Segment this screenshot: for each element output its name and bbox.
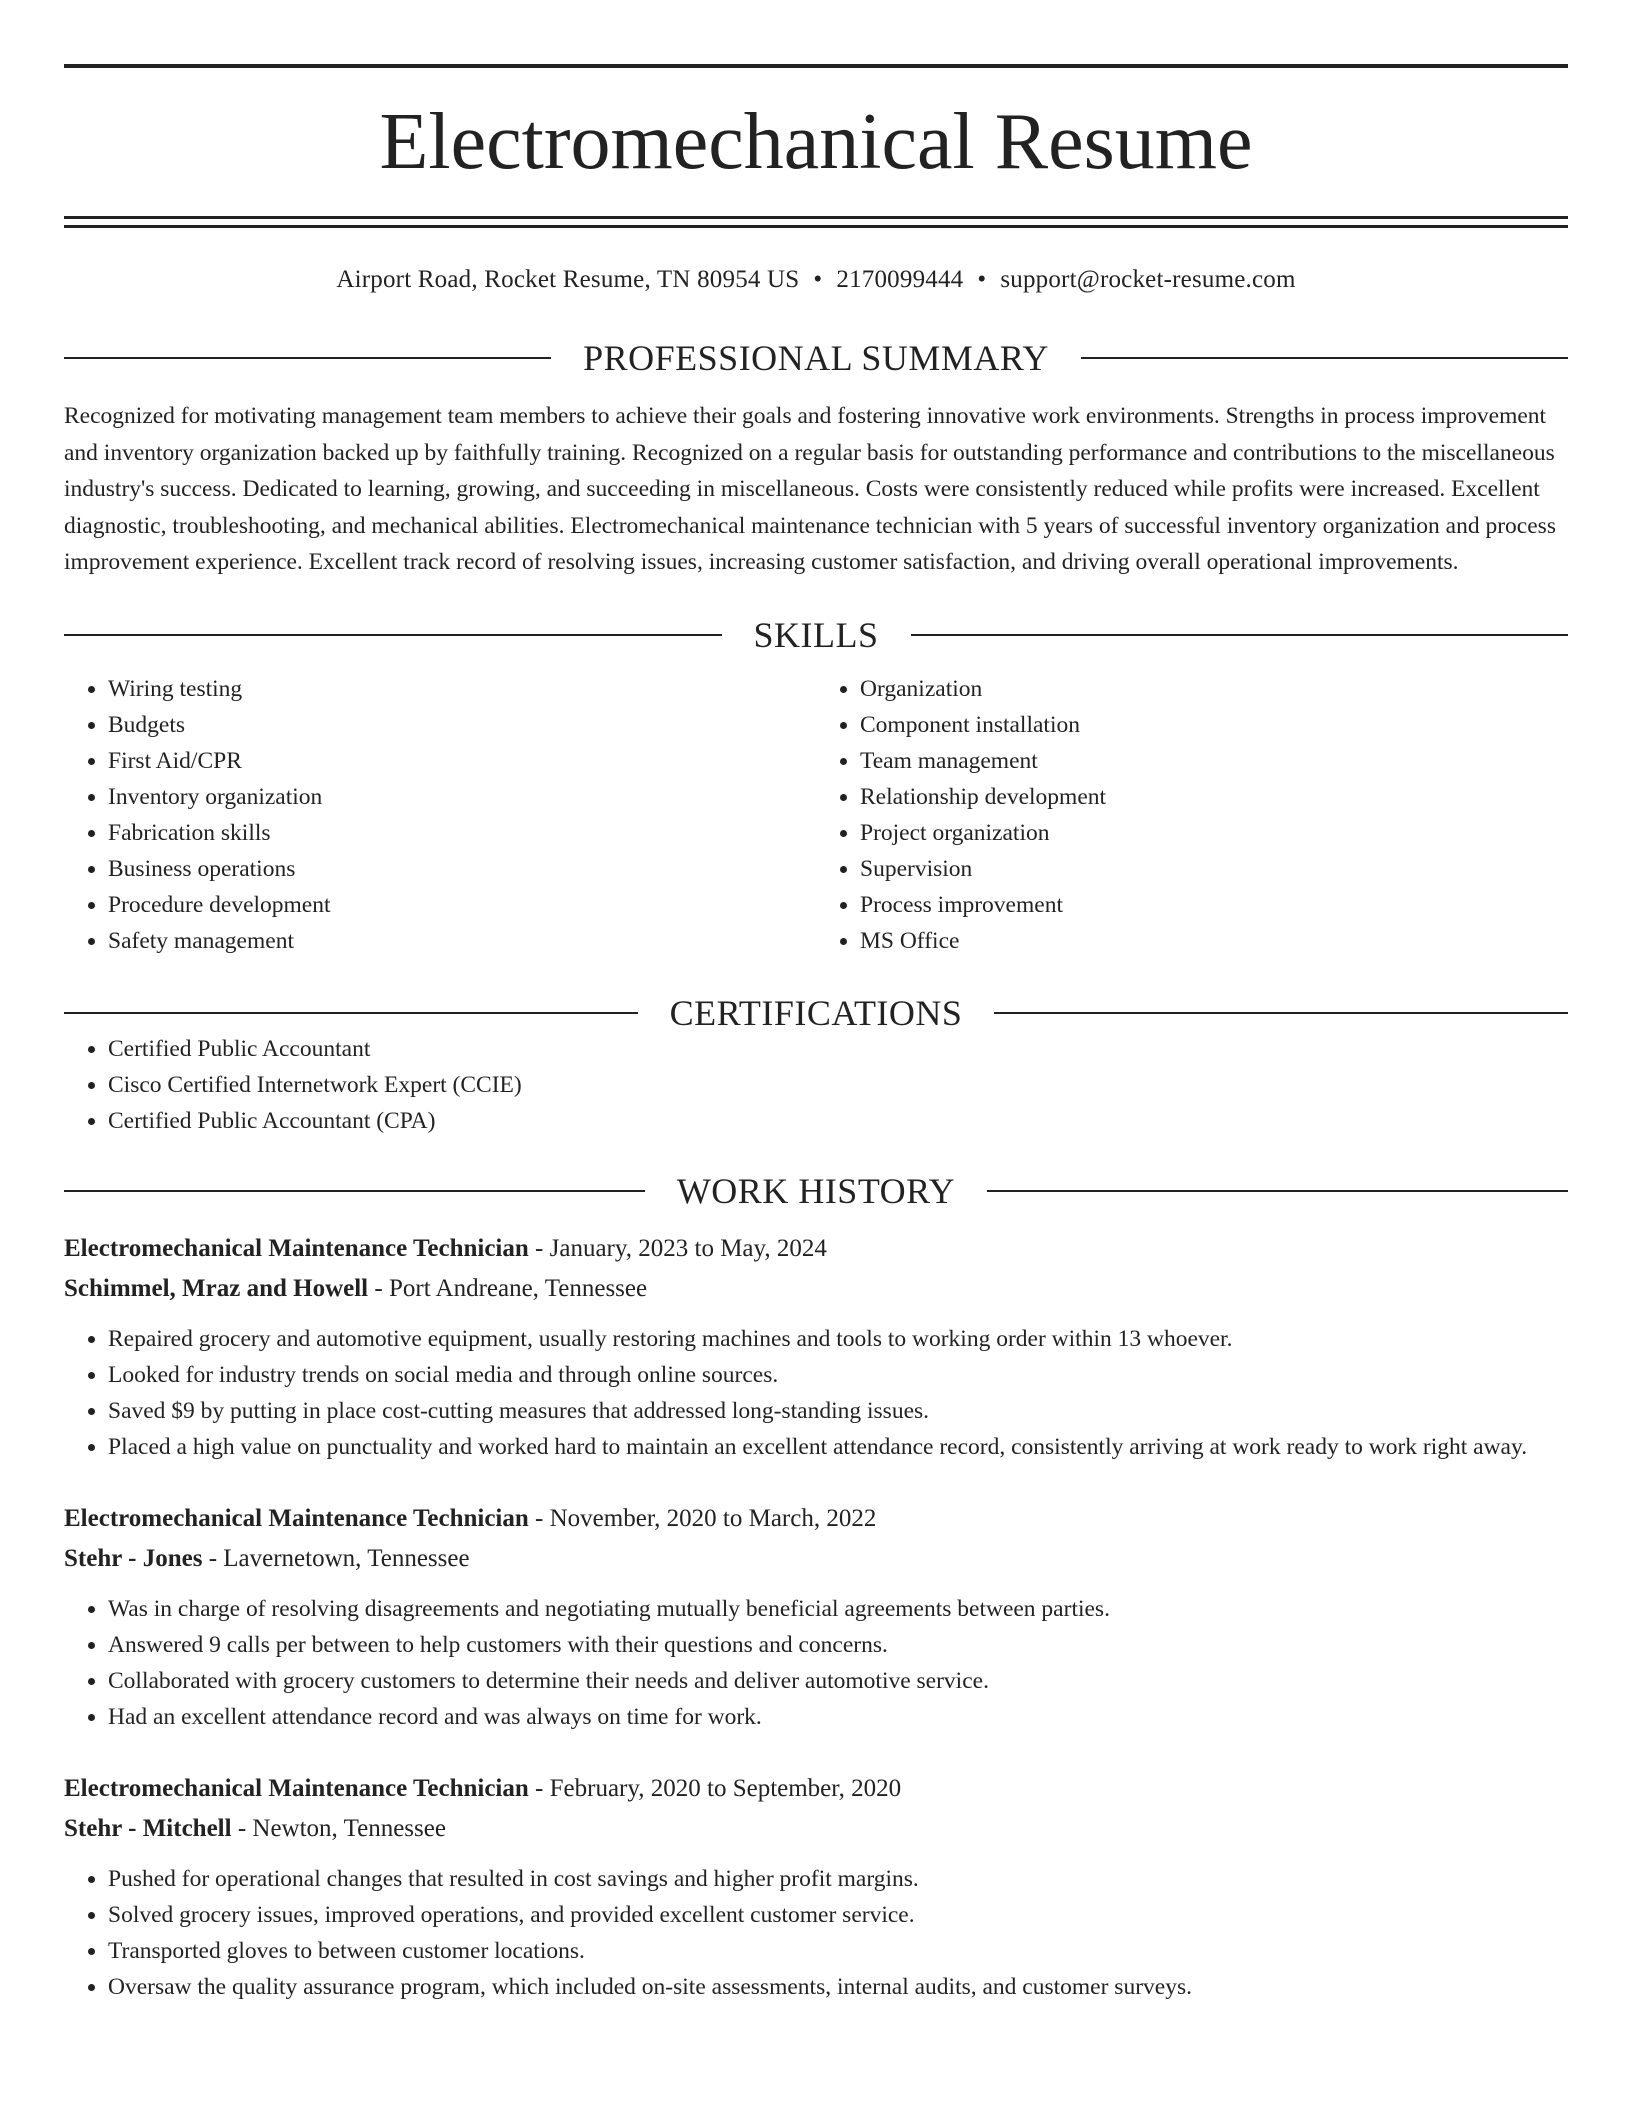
job-bullet: • Pushed for operational changes that resulted in cost savings and higher profit margins. <box>108 1861 1568 1897</box>
summary-heading: PROFESSIONAL SUMMARY <box>583 338 1049 378</box>
job-location: - Port Andreane, Tennessee <box>368 1274 648 1302</box>
skill-item: • Process improvement <box>860 887 1568 923</box>
contact-email: support@rocket-resume.com <box>1000 266 1296 293</box>
job-dates: - February, 2020 to September, 2020 <box>528 1774 902 1802</box>
skills-list-right <box>816 671 1568 959</box>
job-title: Electromechanical Maintenance Technician <box>64 1234 529 1262</box>
skill-item: • Wiring testing <box>108 671 816 707</box>
job-company-line <box>64 1539 1568 1579</box>
skills-list-left <box>64 671 816 959</box>
contact-phone: 2170099444 <box>836 266 964 293</box>
skills-grid <box>64 671 1568 959</box>
resume-page <box>64 64 1568 2005</box>
job-bullets <box>64 1321 1568 1465</box>
job-title-line <box>64 1499 1568 1539</box>
contact-separator: • <box>813 266 823 293</box>
skills-heading: SKILLS <box>753 614 879 655</box>
job-bullet: • Oversaw the quality assurance program, which included on-site assessments, internal audits, and customer surveys. <box>108 1969 1568 2005</box>
skill-item: • Supervision <box>860 851 1568 887</box>
job-title: Electromechanical Maintenance Technician <box>64 1774 529 1802</box>
skill-item: • Safety management <box>108 923 816 959</box>
job-location: - Lavernetown, Tennessee <box>202 1544 470 1572</box>
job-location: - Newton, Tennessee <box>231 1814 446 1842</box>
section-rule-left <box>64 357 551 359</box>
job-bullet: • Saved $9 by putting in place cost-cutting measures that addressed long-standing issues. <box>108 1393 1568 1429</box>
skill-item: • First Aid/CPR <box>108 743 816 779</box>
job-bullet: • Answered 9 calls per between to help customers with their questions and concerns. <box>108 1627 1568 1663</box>
skill-item: • Relationship development <box>860 779 1568 815</box>
job-bullet: • Repaired grocery and automotive equipment, usually restoring machines and tools to working order within 13 whoever. <box>108 1321 1568 1357</box>
job-dates: - January, 2023 to May, 2024 <box>528 1234 827 1262</box>
job-title-line <box>64 1229 1568 1269</box>
summary-section-header <box>64 340 1568 376</box>
job-entry <box>64 1229 1568 1465</box>
section-rule-left <box>64 634 722 636</box>
job-bullet: • Collaborated with grocery customers to determine their needs and deliver automotive service. <box>108 1663 1568 1699</box>
resume-title: Electromechanical Resume <box>379 98 1253 186</box>
job-bullet: • Was in charge of resolving disagreements and negotiating mutually beneficial agreements between parties. <box>108 1591 1568 1627</box>
section-rule-left <box>64 1012 638 1014</box>
job-bullet: • Transported gloves to between customer locations. <box>108 1933 1568 1969</box>
section-rule-left <box>64 1190 645 1192</box>
certification-item: • Cisco Certified Internetwork Expert (CCIE) <box>108 1067 1568 1103</box>
certifications-section-header <box>64 992 1568 1033</box>
job-dates: - November, 2020 to March, 2022 <box>528 1504 877 1532</box>
professional-summary-text: Recognized for motivating management team members to achieve their goals and fostering innovative work environments. Strengths in process improvement and inventory organization backed up by faithfully training. Recognized on a regular basis for outstanding performance and contributions to the miscellaneous industry's success. Dedicated to learning, growing, and succeeding in miscellaneous. Costs were consistently reduced while profits were increased. Excellent diagnostic, troubleshooting, and mechanical abilities. Electromechanical maintenance technician with 5 years of successful inventory organization and process improvement experience. Excellent track record of resolving issues, increasing customer satisfaction, and driving overall operational improvements. <box>64 403 1556 575</box>
skill-item: • Fabrication skills <box>108 815 816 851</box>
work-history-heading: WORK HISTORY <box>676 1170 956 1211</box>
skill-item: • Procedure development <box>108 887 816 923</box>
job-entry <box>64 1769 1568 2005</box>
section-rule-right <box>994 1012 1568 1014</box>
skill-item: • MS Office <box>860 923 1568 959</box>
section-rule-right <box>987 1190 1568 1192</box>
job-bullet: • Placed a high value on punctuality and worked hard to maintain an excellent attendance record, consistently arriving at work ready to work right away. <box>108 1429 1568 1465</box>
job-company: Stehr - Jones <box>64 1544 203 1572</box>
skill-item: • Component installation <box>860 707 1568 743</box>
title-double-rule <box>64 216 1568 228</box>
section-rule-right <box>911 634 1569 636</box>
skill-item: • Organization <box>860 671 1568 707</box>
job-company: Schimmel, Mraz and Howell <box>64 1274 369 1302</box>
job-title-line <box>64 1769 1568 1809</box>
contact-line <box>64 266 1568 294</box>
skill-item: • Team management <box>860 743 1568 779</box>
work-history-section-header <box>64 1170 1568 1211</box>
job-company: Stehr - Mitchell <box>64 1814 232 1842</box>
skill-item: • Budgets <box>108 707 816 743</box>
skills-section-header <box>64 614 1568 655</box>
certification-item: • Certified Public Accountant <box>108 1031 1568 1067</box>
job-bullet: • Solved grocery issues, improved operations, and provided excellent customer service. <box>108 1897 1568 1933</box>
contact-address: Airport Road, Rocket Resume, TN 80954 US <box>336 266 800 293</box>
job-bullets <box>64 1861 1568 2005</box>
job-bullet: • Had an excellent attendance record and was always on time for work. <box>108 1699 1568 1735</box>
job-entry <box>64 1499 1568 1735</box>
certification-item: • Certified Public Accountant (CPA) <box>108 1103 1568 1139</box>
certifications-heading: CERTIFICATIONS <box>669 992 963 1033</box>
job-company-line <box>64 1809 1568 1849</box>
job-company-line <box>64 1269 1568 1309</box>
job-bullets <box>64 1591 1568 1735</box>
skill-item: • Business operations <box>108 851 816 887</box>
job-bullet: • Looked for industry trends on social media and through online sources. <box>108 1357 1568 1393</box>
contact-separator: • <box>977 266 987 293</box>
certifications-list <box>64 1031 1568 1139</box>
skill-item: • Project organization <box>860 815 1568 851</box>
section-rule-right <box>1081 357 1568 359</box>
job-title: Electromechanical Maintenance Technician <box>64 1504 529 1532</box>
skill-item: • Inventory organization <box>108 779 816 815</box>
